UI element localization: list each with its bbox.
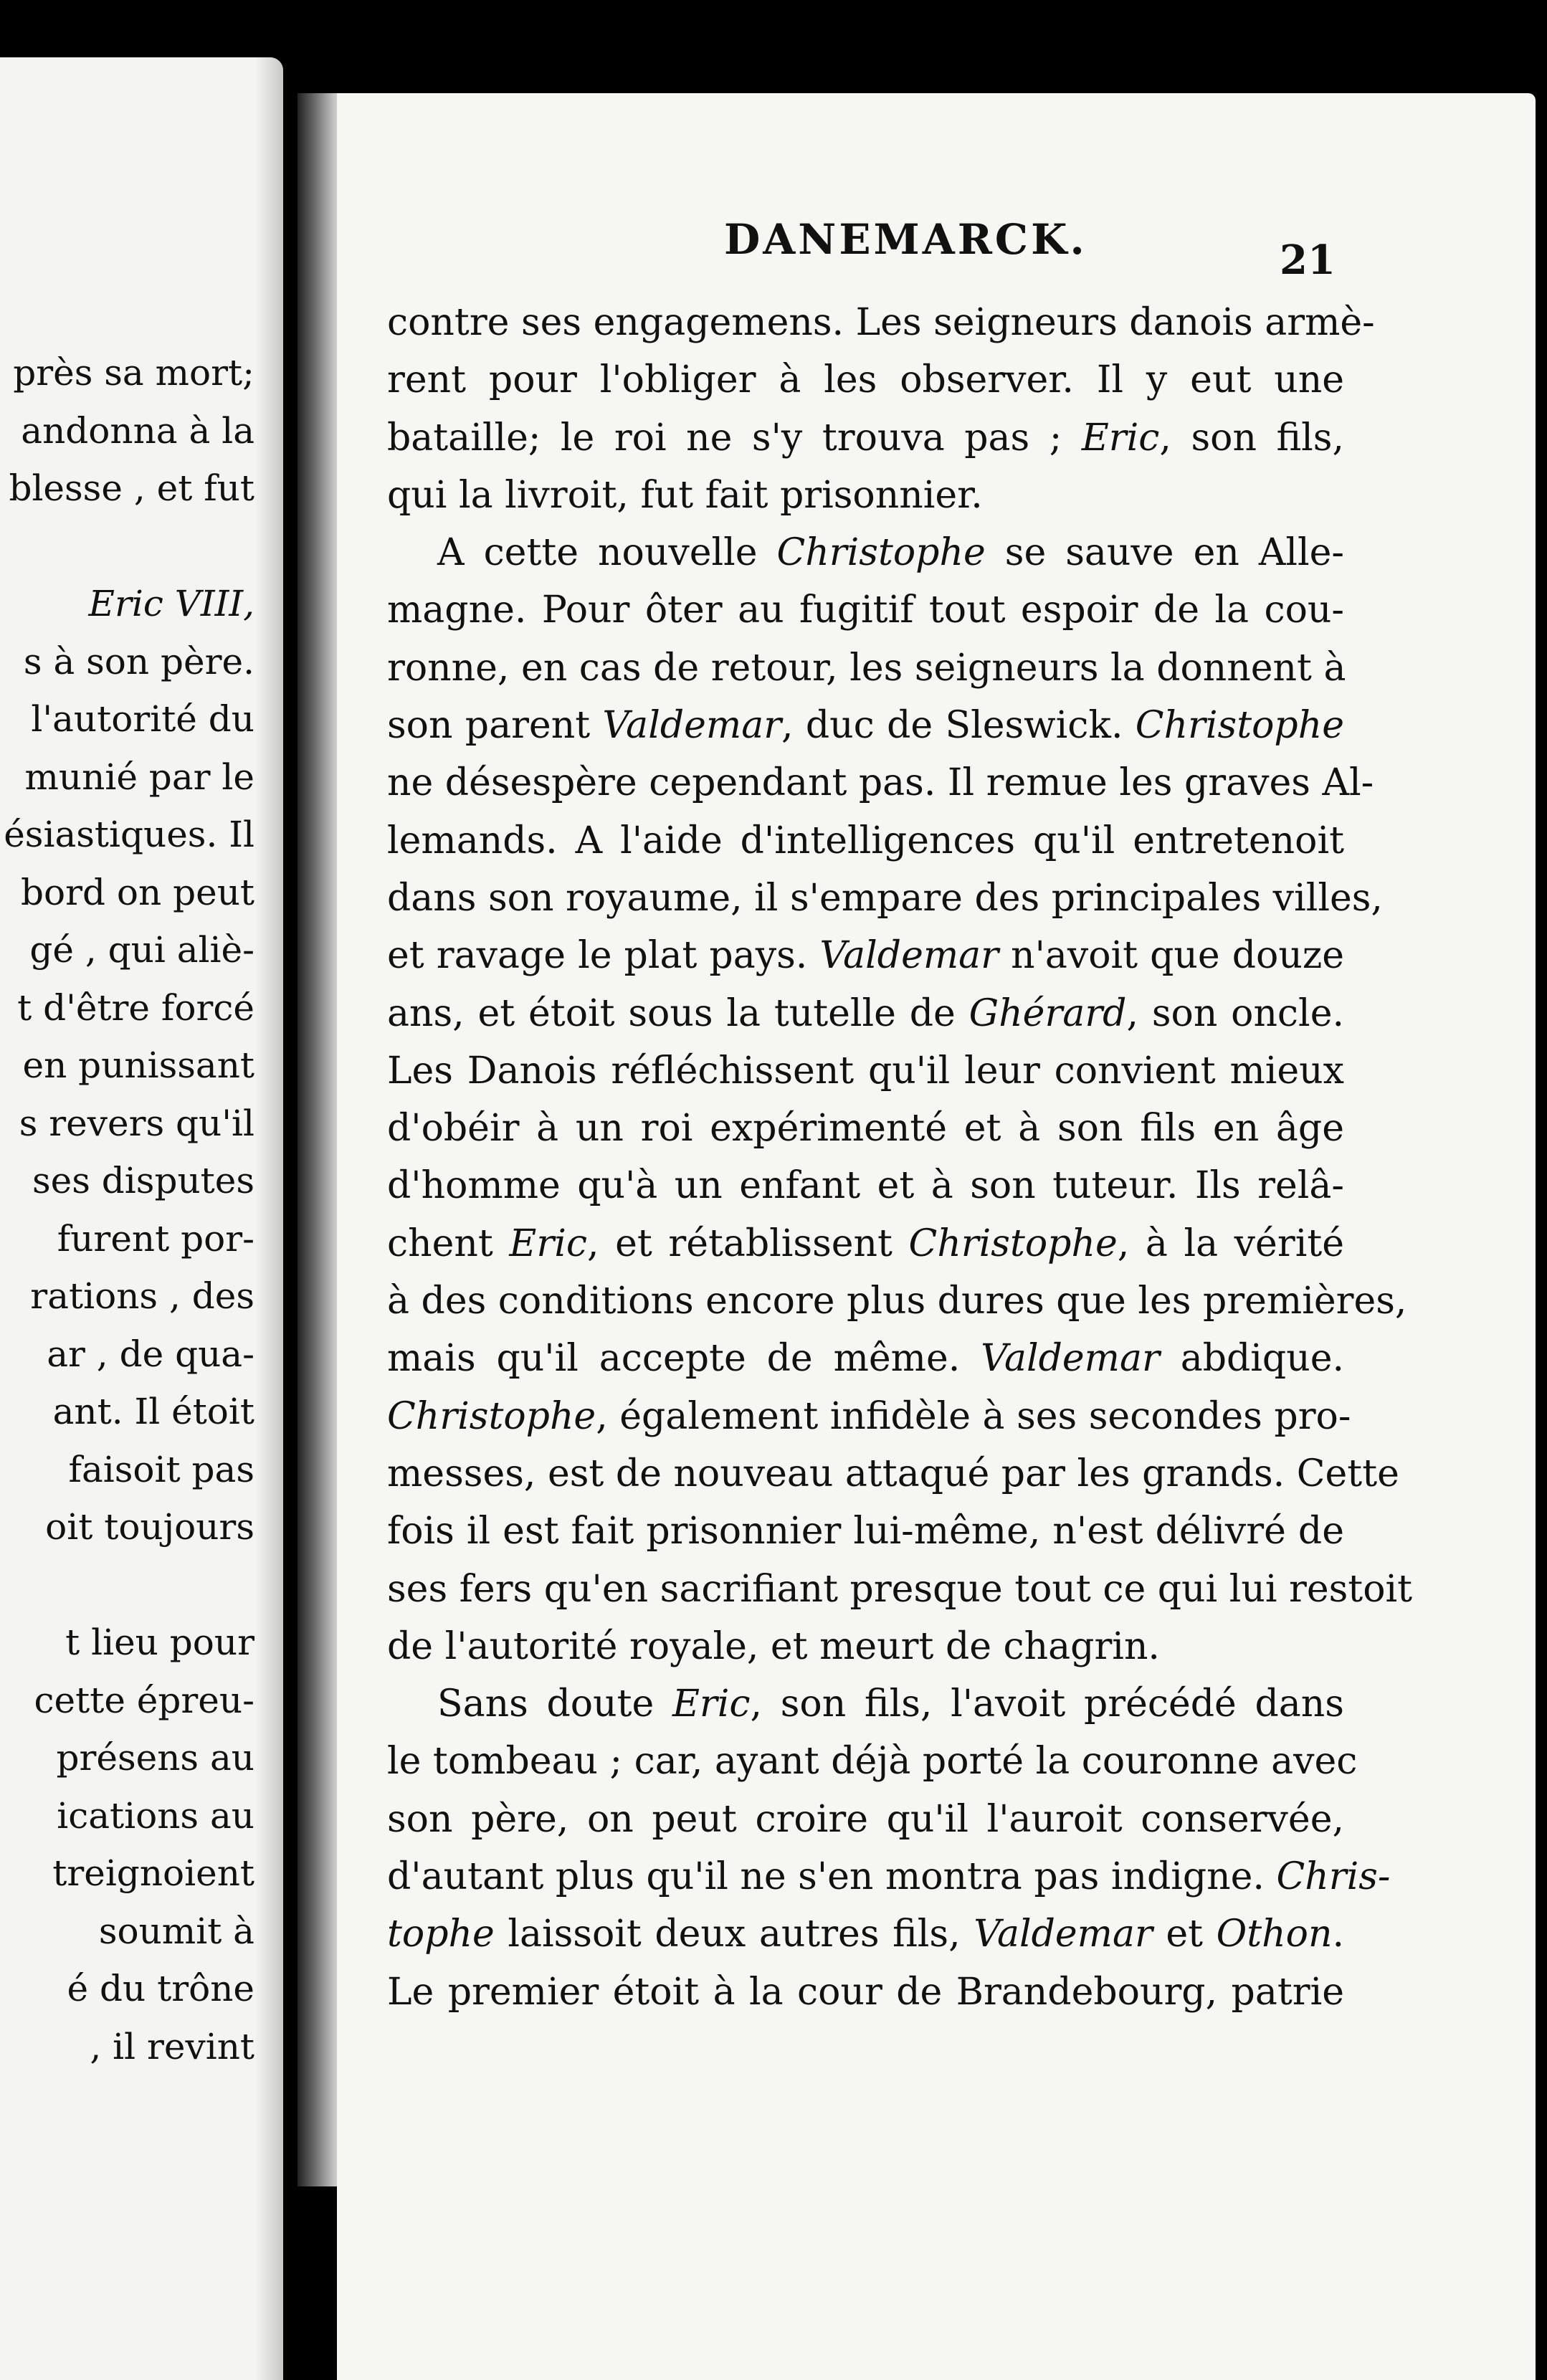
left-page-line: , il revint bbox=[90, 2025, 254, 2067]
left-page-line: gé , qui aliè- bbox=[29, 929, 254, 971]
left-page-line: ant. Il étoit bbox=[52, 1391, 254, 1432]
text-line: d'homme qu'à un enfant et à son tuteur. Ils relâ- bbox=[387, 1164, 1344, 1208]
text-line: A cette nouvelle Christophe se sauve en Alle- bbox=[437, 531, 1345, 575]
text-line: son père, on peut croire qu'il l'auroit conservée, bbox=[387, 1797, 1344, 1841]
text-line: chent Eric, et rétablissent Christophe, à la vérité bbox=[387, 1222, 1344, 1265]
left-page-line: t lieu pour bbox=[65, 1622, 254, 1663]
text-line: ne désespère cependant pas. Il remue les graves Al- bbox=[387, 761, 1374, 805]
text-line: de l'autorité royale, et meurt de chagrin. bbox=[387, 1624, 1160, 1668]
left-page-line: cette épreu- bbox=[34, 1679, 254, 1721]
text-line: ses fers qu'en sacrifiant presque tout ce qui lui restoit bbox=[387, 1567, 1413, 1611]
body-text bbox=[387, 294, 1413, 2021]
text-line: rent pour l'obliger à les observer. Il y eut une bbox=[387, 358, 1344, 402]
left-page-line: ar , de qua- bbox=[47, 1333, 254, 1375]
text-line: ronne, en cas de retour, les seigneurs la donnent à bbox=[387, 646, 1346, 690]
text-line: bataille; le roi ne s'y trouva pas ; Eric, son fils, bbox=[387, 416, 1344, 460]
left-page-line: Eric VIII, bbox=[88, 583, 254, 624]
left-page-line: furent por- bbox=[57, 1217, 254, 1260]
page-number: 21 bbox=[1280, 237, 1336, 284]
left-page-line: s à son père. bbox=[23, 640, 254, 682]
text-line: Les Danois réfléchissent qu'il leur convient mieux bbox=[387, 1049, 1344, 1093]
left-page-line: rations , des bbox=[30, 1275, 254, 1317]
left-page-line: t d'être forcé bbox=[17, 986, 254, 1029]
left-page-line bbox=[0, 518, 254, 576]
left-page-text bbox=[0, 344, 254, 2075]
text-line: d'obéir à un roi expérimenté et à son fils en âge bbox=[387, 1107, 1344, 1151]
left-page-line: treignoient bbox=[52, 1852, 254, 1894]
running-head: DANEMARCK. bbox=[724, 215, 1087, 264]
text-line: dans son royaume, il s'empare des principales villes, bbox=[387, 876, 1383, 920]
left-page-line: bord on peut bbox=[20, 871, 254, 913]
text-line: mais qu'il accepte de même. Valdemar abdique. bbox=[387, 1337, 1344, 1381]
left-page-line: près sa mort; bbox=[13, 352, 254, 394]
left-page-line bbox=[0, 1556, 254, 1614]
text-line: Sans doute Eric, son fils, l'avoit précédé dans bbox=[437, 1682, 1344, 1726]
left-page-line: ses disputes bbox=[32, 1160, 254, 1201]
text-line: d'autant plus qu'il ne s'en montra pas indigne. Chris- bbox=[387, 1855, 1391, 1899]
left-page-line: oit toujours bbox=[45, 1506, 254, 1548]
left-page-line: ésiastiques. Il bbox=[4, 814, 254, 855]
text-line: magne. Pour ôter au fugitif tout espoir de la cou- bbox=[387, 589, 1344, 632]
text-line: contre ses engagemens. Les seigneurs danois armè- bbox=[387, 301, 1375, 344]
left-page-line: en punissant bbox=[22, 1044, 254, 1086]
text-line: le tombeau ; car, ayant déjà porté la couronne avec bbox=[387, 1740, 1358, 1784]
left-page-line: é du trône bbox=[67, 1968, 254, 2009]
left-page-line: l'autorité du bbox=[31, 698, 254, 740]
left-page-line: présens au bbox=[56, 1737, 254, 1779]
page-fold-shadow bbox=[254, 57, 283, 2380]
text-line: ans, et étoit sous la tutelle de Ghérard, son oncle. bbox=[387, 991, 1344, 1035]
left-page bbox=[0, 57, 283, 2380]
left-page-line: faisoit pas bbox=[68, 1448, 254, 1490]
text-line: Christophe, également infidèle à ses secondes pro- bbox=[387, 1394, 1351, 1438]
text-line: et ravage le plat pays. Valdemar n'avoit que douze bbox=[387, 934, 1344, 978]
text-line: qui la livroit, fut fait prisonnier. bbox=[387, 473, 983, 517]
left-page-line: ications au bbox=[57, 1794, 254, 1837]
left-page-line: s revers qu'il bbox=[19, 1102, 254, 1144]
left-page-line: andonna à la bbox=[21, 409, 254, 452]
text-line: à des conditions encore plus dures que les premières, bbox=[387, 1280, 1407, 1323]
left-page-line: blesse , et fut bbox=[9, 467, 254, 509]
text-line: Le premier étoit à la cour de Brandebourg, patrie bbox=[387, 1970, 1344, 2014]
left-page-line: soumit à bbox=[98, 1910, 254, 1952]
text-line: messes, est de nouveau attaqué par les grands. Cette bbox=[387, 1452, 1399, 1495]
text-line: son parent Valdemar, duc de Sleswick. Christophe bbox=[387, 704, 1344, 748]
text-line: lemands. A l'aide d'intelligences qu'il entretenoit bbox=[387, 819, 1344, 862]
left-page-line: munié par le bbox=[24, 756, 254, 798]
text-line: fois il est fait prisonnier lui-même, n'est délivré de bbox=[387, 1510, 1344, 1553]
text-line: tophe laissoit deux autres fils, Valdemar et Othon. bbox=[387, 1913, 1344, 1956]
